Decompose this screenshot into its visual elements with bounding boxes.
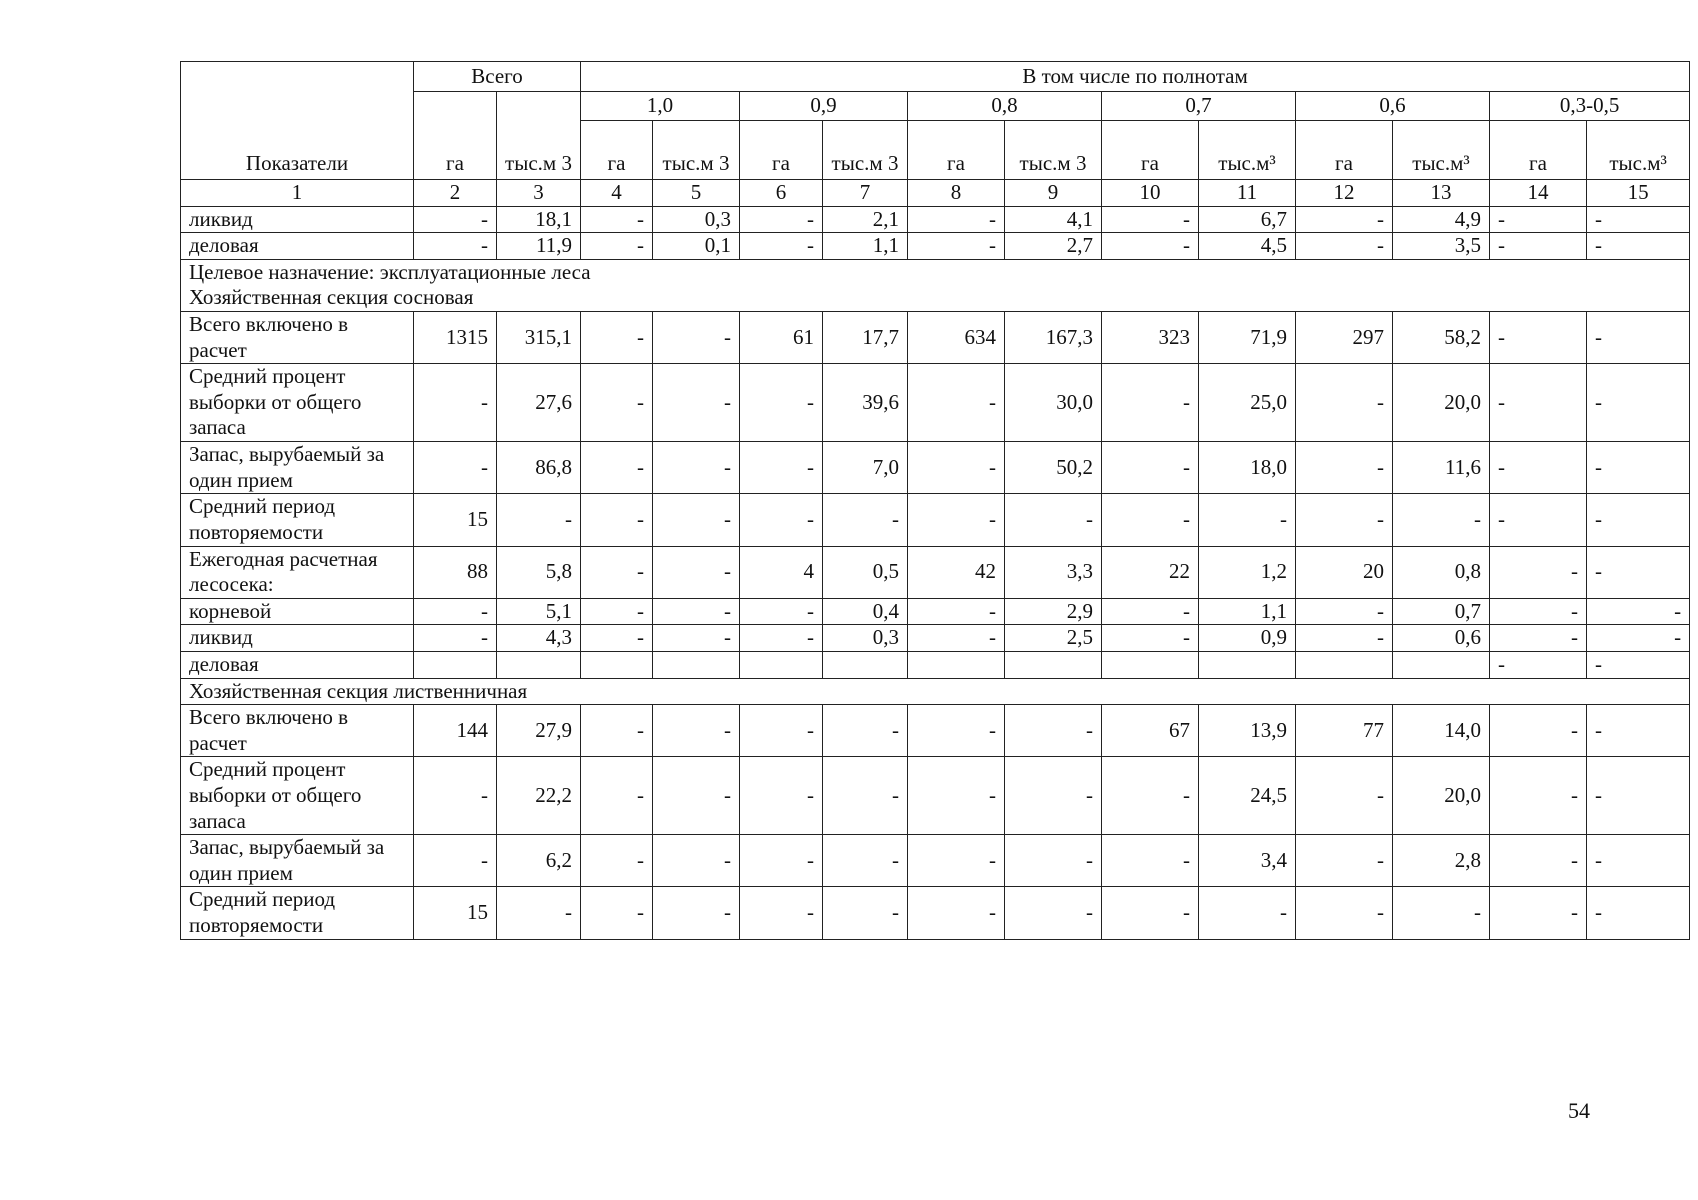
table-cell: - bbox=[1490, 442, 1587, 494]
header-unit-volume: тыс.м 3 bbox=[497, 92, 581, 180]
table-cell: - bbox=[653, 546, 740, 598]
header-unit-volume: тыс.м³ bbox=[1587, 121, 1690, 180]
table-cell: - bbox=[908, 757, 1005, 835]
table-cell: - bbox=[414, 625, 497, 652]
page-number: 54 bbox=[1568, 1098, 1590, 1123]
column-number: 6 bbox=[740, 180, 823, 207]
table-cell: - bbox=[1490, 887, 1587, 939]
table-cell: - bbox=[1490, 364, 1587, 442]
table-cell: - bbox=[1005, 835, 1102, 887]
table-cell: 15 bbox=[414, 494, 497, 546]
column-number: 1 bbox=[181, 180, 414, 207]
header-unit-volume: тыс.м 3 bbox=[653, 121, 740, 180]
table-row bbox=[181, 312, 1690, 364]
table-cell: - bbox=[908, 364, 1005, 442]
row-label: Средний процент выборки от общего запаса bbox=[181, 757, 414, 835]
table-cell: - bbox=[1005, 705, 1102, 757]
column-number: 14 bbox=[1490, 180, 1587, 207]
header-by-density: В том числе по полнотам bbox=[581, 62, 1690, 92]
table-cell: 0,4 bbox=[823, 598, 908, 625]
column-number: 7 bbox=[823, 180, 908, 207]
table-row bbox=[181, 625, 1690, 652]
table-cell bbox=[823, 651, 908, 678]
table-row bbox=[181, 494, 1690, 546]
header-density: 0,3-0,5 bbox=[1490, 92, 1690, 121]
header-unit-ha: га bbox=[414, 92, 497, 180]
row-label: ликвид bbox=[181, 206, 414, 233]
table-cell: - bbox=[1296, 625, 1393, 652]
column-number: 9 bbox=[1005, 180, 1102, 207]
table-cell: - bbox=[740, 233, 823, 260]
table-cell: - bbox=[1296, 887, 1393, 939]
table-cell: 3,4 bbox=[1199, 835, 1296, 887]
table-cell: - bbox=[1393, 494, 1490, 546]
table-cell: - bbox=[581, 206, 653, 233]
row-label: деловая bbox=[181, 233, 414, 260]
section-title: Хозяйственная секция лиственничная bbox=[181, 678, 1690, 705]
table-cell: - bbox=[908, 206, 1005, 233]
header-unit-ha: га bbox=[1102, 121, 1199, 180]
table-cell: 22 bbox=[1102, 546, 1199, 598]
table-row bbox=[181, 364, 1690, 442]
header-unit-ha: га bbox=[740, 121, 823, 180]
table-body bbox=[181, 206, 1690, 939]
table-cell: 24,5 bbox=[1199, 757, 1296, 835]
table-cell: 1315 bbox=[414, 312, 497, 364]
table-cell: - bbox=[1490, 598, 1587, 625]
table-cell: - bbox=[823, 835, 908, 887]
header-indicators: Показатели bbox=[181, 62, 414, 180]
table-cell: - bbox=[1199, 887, 1296, 939]
table-cell: - bbox=[414, 835, 497, 887]
table-cell: - bbox=[581, 705, 653, 757]
table-row bbox=[181, 442, 1690, 494]
table-cell bbox=[1102, 651, 1199, 678]
table-cell: 297 bbox=[1296, 312, 1393, 364]
table-cell: 2,1 bbox=[823, 206, 908, 233]
table-cell: - bbox=[1490, 206, 1587, 233]
table-cell: - bbox=[1490, 651, 1587, 678]
row-label: деловая bbox=[181, 651, 414, 678]
table-cell: 0,9 bbox=[1199, 625, 1296, 652]
table-cell: 4,1 bbox=[1005, 206, 1102, 233]
table-cell: - bbox=[1102, 625, 1199, 652]
table-cell: 144 bbox=[414, 705, 497, 757]
table-cell: - bbox=[908, 598, 1005, 625]
table-cell: 0,3 bbox=[653, 206, 740, 233]
table-cell: - bbox=[1587, 625, 1690, 652]
table-cell: 11,9 bbox=[497, 233, 581, 260]
table-cell: - bbox=[1587, 598, 1690, 625]
table-cell: 323 bbox=[1102, 312, 1199, 364]
table-cell bbox=[740, 651, 823, 678]
table-cell: - bbox=[1102, 494, 1199, 546]
table-cell: - bbox=[653, 625, 740, 652]
column-number: 11 bbox=[1199, 180, 1296, 207]
table-row bbox=[181, 887, 1690, 939]
section-row bbox=[181, 285, 1690, 311]
table-cell: - bbox=[1296, 835, 1393, 887]
table-cell: - bbox=[581, 546, 653, 598]
column-number: 15 bbox=[1587, 180, 1690, 207]
table-cell: - bbox=[823, 757, 908, 835]
table-row bbox=[181, 705, 1690, 757]
table-cell: 4,5 bbox=[1199, 233, 1296, 260]
table-cell: 167,3 bbox=[1005, 312, 1102, 364]
table-cell: - bbox=[653, 757, 740, 835]
table-cell bbox=[1199, 651, 1296, 678]
table-cell: - bbox=[1005, 887, 1102, 939]
table-cell: - bbox=[581, 364, 653, 442]
table-cell: - bbox=[740, 705, 823, 757]
table-row bbox=[181, 206, 1690, 233]
row-label: ликвид bbox=[181, 625, 414, 652]
table-cell: 30,0 bbox=[1005, 364, 1102, 442]
table-cell bbox=[581, 651, 653, 678]
row-label: Средний период повторяемости bbox=[181, 494, 414, 546]
table-cell: - bbox=[653, 442, 740, 494]
table-cell: - bbox=[740, 887, 823, 939]
table-cell: 14,0 bbox=[1393, 705, 1490, 757]
table-cell: 2,7 bbox=[1005, 233, 1102, 260]
header-total: Всего bbox=[414, 62, 581, 92]
table-cell: - bbox=[823, 705, 908, 757]
table-cell: 27,9 bbox=[497, 705, 581, 757]
table-cell: - bbox=[1102, 757, 1199, 835]
table-cell: 27,6 bbox=[497, 364, 581, 442]
row-label: Запас, вырубаемый за один прием bbox=[181, 835, 414, 887]
forest-indicators-table bbox=[180, 61, 1690, 940]
table-cell: - bbox=[653, 494, 740, 546]
table-cell: 1,2 bbox=[1199, 546, 1296, 598]
table-cell: - bbox=[1587, 705, 1690, 757]
table-cell: - bbox=[1587, 206, 1690, 233]
table-cell: 4 bbox=[740, 546, 823, 598]
row-label: Запас, вырубаемый за один прием bbox=[181, 442, 414, 494]
table-cell: 39,6 bbox=[823, 364, 908, 442]
table-cell: - bbox=[497, 887, 581, 939]
table-cell: - bbox=[1102, 442, 1199, 494]
header-density: 0,9 bbox=[740, 92, 908, 121]
row-label: Ежегодная расчетная лесосека: bbox=[181, 546, 414, 598]
header-unit-volume: тыс.м³ bbox=[1199, 121, 1296, 180]
table-cell: - bbox=[1296, 494, 1393, 546]
table-cell: - bbox=[1102, 598, 1199, 625]
table-cell: - bbox=[581, 598, 653, 625]
column-number: 13 bbox=[1393, 180, 1490, 207]
table-row bbox=[181, 546, 1690, 598]
table-cell: 71,9 bbox=[1199, 312, 1296, 364]
table-cell: 86,8 bbox=[497, 442, 581, 494]
column-number: 10 bbox=[1102, 180, 1199, 207]
table-cell: 22,2 bbox=[497, 757, 581, 835]
table-cell: 0,3 bbox=[823, 625, 908, 652]
table-cell: - bbox=[414, 442, 497, 494]
table-cell: - bbox=[653, 835, 740, 887]
table-cell: 3,5 bbox=[1393, 233, 1490, 260]
table-cell: - bbox=[1490, 494, 1587, 546]
table-cell: - bbox=[1102, 364, 1199, 442]
header-unit-volume: тыс.м³ bbox=[1393, 121, 1490, 180]
table-row bbox=[181, 651, 1690, 678]
table-cell: - bbox=[908, 442, 1005, 494]
table-cell: 0,7 bbox=[1393, 598, 1490, 625]
column-number: 12 bbox=[1296, 180, 1393, 207]
table-cell: 0,6 bbox=[1393, 625, 1490, 652]
table-cell: 18,0 bbox=[1199, 442, 1296, 494]
table-cell: - bbox=[414, 598, 497, 625]
column-number-row bbox=[181, 180, 1690, 207]
row-label: корневой bbox=[181, 598, 414, 625]
table-cell: - bbox=[740, 598, 823, 625]
table-cell: 61 bbox=[740, 312, 823, 364]
column-number: 5 bbox=[653, 180, 740, 207]
table-cell: 0,1 bbox=[653, 233, 740, 260]
table-cell: - bbox=[1296, 757, 1393, 835]
table-cell: 11,6 bbox=[1393, 442, 1490, 494]
table-cell: - bbox=[1005, 757, 1102, 835]
column-number: 2 bbox=[414, 180, 497, 207]
table-cell: 20 bbox=[1296, 546, 1393, 598]
table-cell: - bbox=[908, 494, 1005, 546]
table-cell: 67 bbox=[1102, 705, 1199, 757]
table-cell: 5,8 bbox=[497, 546, 581, 598]
table-cell: - bbox=[740, 625, 823, 652]
table-cell bbox=[414, 651, 497, 678]
section-title: Целевое назначение: эксплуатационные леса bbox=[181, 259, 1690, 285]
table-cell: - bbox=[1102, 887, 1199, 939]
table-cell: - bbox=[1490, 625, 1587, 652]
section-row bbox=[181, 678, 1690, 705]
header-unit-ha: га bbox=[1490, 121, 1587, 180]
table-cell: - bbox=[740, 757, 823, 835]
table-cell bbox=[1296, 651, 1393, 678]
header-density: 1,0 bbox=[581, 92, 740, 121]
table-row bbox=[181, 233, 1690, 260]
table-cell: 25,0 bbox=[1199, 364, 1296, 442]
table-cell: - bbox=[1102, 835, 1199, 887]
table-cell: - bbox=[1102, 233, 1199, 260]
row-label: Всего включено в расчет bbox=[181, 312, 414, 364]
table-cell: - bbox=[823, 494, 908, 546]
table-cell: - bbox=[1587, 494, 1690, 546]
table-cell: 0,5 bbox=[823, 546, 908, 598]
table-cell: - bbox=[1102, 206, 1199, 233]
table-cell: 315,1 bbox=[497, 312, 581, 364]
row-label: Средний процент выборки от общего запаса bbox=[181, 364, 414, 442]
table-cell: - bbox=[1490, 233, 1587, 260]
table-cell: - bbox=[823, 887, 908, 939]
row-label: Всего включено в расчет bbox=[181, 705, 414, 757]
table-cell: - bbox=[581, 312, 653, 364]
table-cell: - bbox=[908, 625, 1005, 652]
table-cell: 77 bbox=[1296, 705, 1393, 757]
table-cell: - bbox=[1587, 442, 1690, 494]
header-density: 0,6 bbox=[1296, 92, 1490, 121]
table-cell: 4,3 bbox=[497, 625, 581, 652]
table-cell: 20,0 bbox=[1393, 364, 1490, 442]
table-cell: - bbox=[1587, 651, 1690, 678]
table-cell: - bbox=[414, 233, 497, 260]
table-cell: - bbox=[1587, 233, 1690, 260]
table-cell: 42 bbox=[908, 546, 1005, 598]
table-cell: 17,7 bbox=[823, 312, 908, 364]
table-cell: 6,2 bbox=[497, 835, 581, 887]
table-cell bbox=[653, 651, 740, 678]
table-cell: - bbox=[908, 835, 1005, 887]
table-cell: - bbox=[1587, 312, 1690, 364]
header-unit-ha: га bbox=[1296, 121, 1393, 180]
table-cell: 2,5 bbox=[1005, 625, 1102, 652]
table-cell: - bbox=[1296, 598, 1393, 625]
table-cell: - bbox=[1005, 494, 1102, 546]
table-cell: - bbox=[1490, 757, 1587, 835]
table-cell: 7,0 bbox=[823, 442, 908, 494]
table-cell: 2,9 bbox=[1005, 598, 1102, 625]
table-cell: - bbox=[740, 206, 823, 233]
table-cell: - bbox=[1296, 442, 1393, 494]
table-cell: 58,2 bbox=[1393, 312, 1490, 364]
table-cell: 1,1 bbox=[823, 233, 908, 260]
table-cell: 18,1 bbox=[497, 206, 581, 233]
table-cell: - bbox=[1490, 312, 1587, 364]
table-cell: - bbox=[581, 757, 653, 835]
table-cell: - bbox=[581, 835, 653, 887]
table-cell: - bbox=[1587, 757, 1690, 835]
table-cell: 3,3 bbox=[1005, 546, 1102, 598]
table-cell: - bbox=[1296, 206, 1393, 233]
table-cell bbox=[497, 651, 581, 678]
table-cell: 0,8 bbox=[1393, 546, 1490, 598]
table-cell: - bbox=[653, 312, 740, 364]
table-cell: - bbox=[740, 835, 823, 887]
table-cell: 50,2 bbox=[1005, 442, 1102, 494]
table-cell bbox=[908, 651, 1005, 678]
column-number: 8 bbox=[908, 180, 1005, 207]
table-cell: - bbox=[1587, 887, 1690, 939]
table-cell: - bbox=[1490, 546, 1587, 598]
table-cell: - bbox=[1199, 494, 1296, 546]
table-cell: 1,1 bbox=[1199, 598, 1296, 625]
table-cell: - bbox=[581, 625, 653, 652]
table-cell: - bbox=[414, 757, 497, 835]
table-cell: - bbox=[1490, 835, 1587, 887]
table-cell: - bbox=[581, 233, 653, 260]
table-cell: 88 bbox=[414, 546, 497, 598]
section-row bbox=[181, 259, 1690, 285]
table-cell: - bbox=[653, 705, 740, 757]
table-cell: - bbox=[908, 705, 1005, 757]
table-cell: - bbox=[740, 442, 823, 494]
table-row bbox=[181, 835, 1690, 887]
table-cell: 2,8 bbox=[1393, 835, 1490, 887]
table-cell: - bbox=[740, 494, 823, 546]
table-cell bbox=[1393, 651, 1490, 678]
table-cell: - bbox=[581, 442, 653, 494]
table-cell: 15 bbox=[414, 887, 497, 939]
table-cell: - bbox=[1587, 835, 1690, 887]
table-cell: - bbox=[653, 598, 740, 625]
table-cell: 5,1 bbox=[497, 598, 581, 625]
table-cell: - bbox=[414, 206, 497, 233]
header-density: 0,7 bbox=[1102, 92, 1296, 121]
table-cell: - bbox=[653, 887, 740, 939]
header-unit-ha: га bbox=[908, 121, 1005, 180]
table-cell: - bbox=[740, 364, 823, 442]
table-cell: - bbox=[581, 887, 653, 939]
table-cell: - bbox=[908, 887, 1005, 939]
table-cell bbox=[1005, 651, 1102, 678]
table-cell: - bbox=[497, 494, 581, 546]
table-cell: - bbox=[414, 364, 497, 442]
table-cell: - bbox=[653, 364, 740, 442]
table-cell: 4,9 bbox=[1393, 206, 1490, 233]
column-number: 3 bbox=[497, 180, 581, 207]
header-unit-volume: тыс.м 3 bbox=[823, 121, 908, 180]
table-row bbox=[181, 757, 1690, 835]
table-cell: - bbox=[1296, 233, 1393, 260]
row-label: Средний период повторяемости bbox=[181, 887, 414, 939]
header-unit-ha: га bbox=[581, 121, 653, 180]
table-cell: - bbox=[1587, 364, 1690, 442]
table-cell: - bbox=[1587, 546, 1690, 598]
section-title: Хозяйственная секция сосновая bbox=[181, 285, 1690, 311]
table-cell: - bbox=[581, 494, 653, 546]
table-cell: 20,0 bbox=[1393, 757, 1490, 835]
header-unit-volume: тыс.м 3 bbox=[1005, 121, 1102, 180]
table-cell: - bbox=[1393, 887, 1490, 939]
table-cell: - bbox=[1296, 364, 1393, 442]
table-cell: 634 bbox=[908, 312, 1005, 364]
table-cell: 6,7 bbox=[1199, 206, 1296, 233]
table-cell: - bbox=[1490, 705, 1587, 757]
table-cell: - bbox=[908, 233, 1005, 260]
table-cell: 13,9 bbox=[1199, 705, 1296, 757]
column-number: 4 bbox=[581, 180, 653, 207]
table-row bbox=[181, 598, 1690, 625]
header-density: 0,8 bbox=[908, 92, 1102, 121]
